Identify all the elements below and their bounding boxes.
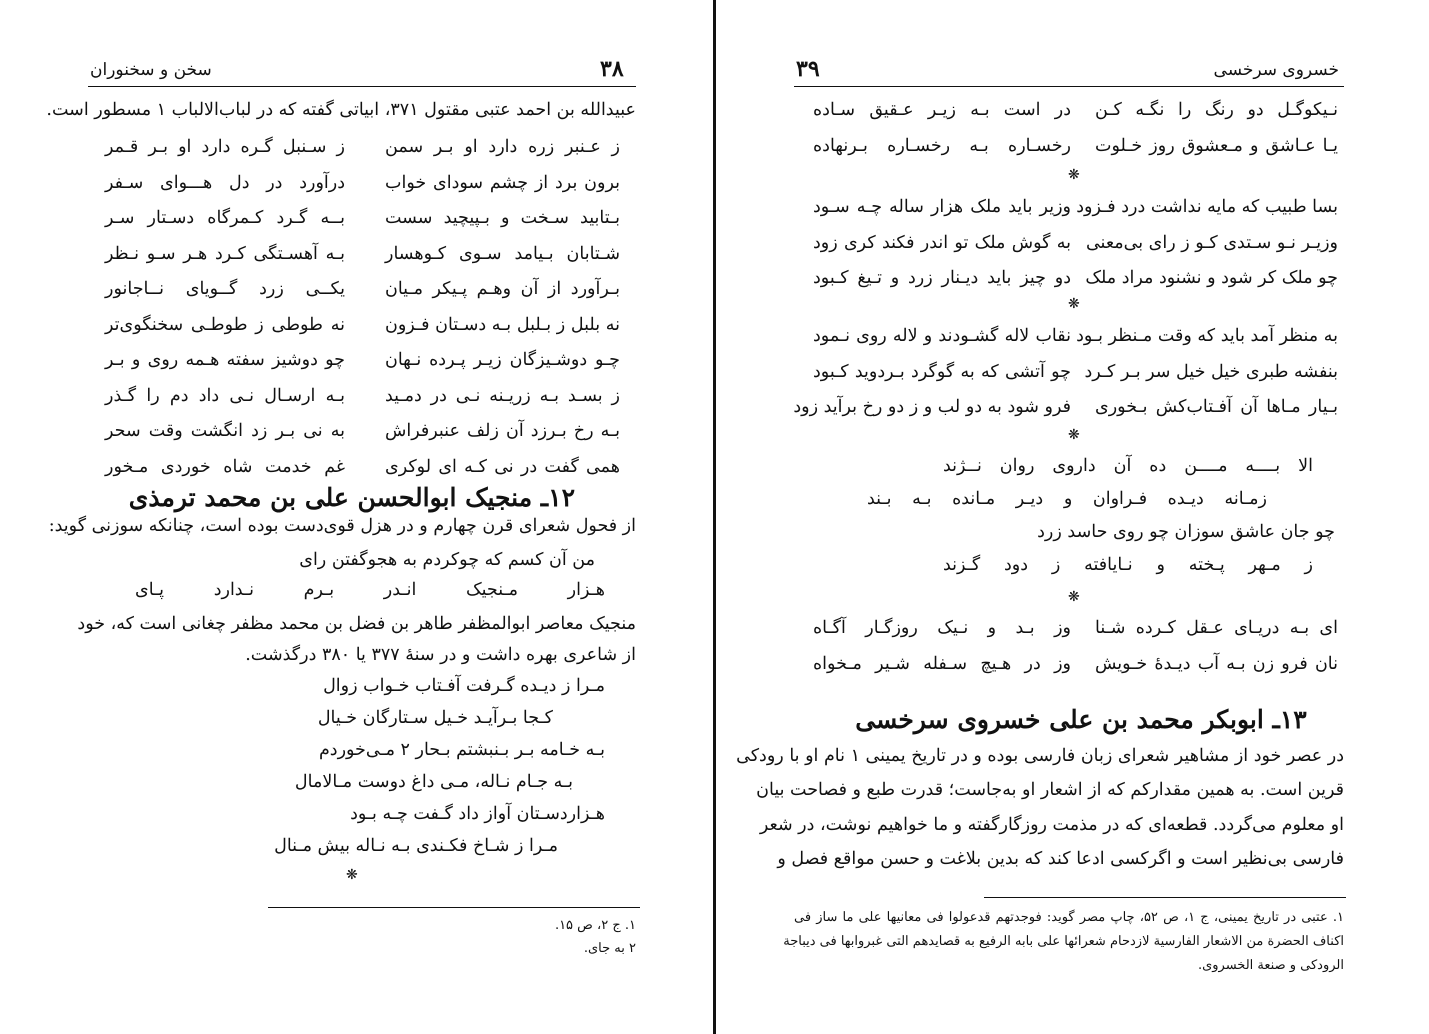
section-ornament: ❋ [346,867,358,883]
paragraph-line: او معلوم می‌گردد. قطعه‌ای که در مذمت روزگارگفته و ما خواهیم نوشت، در شعر [759,815,1344,835]
verse-block [808,197,1338,304]
verse-row [100,279,620,315]
verse-row [100,244,620,280]
hemistich-second: بــه گـرد کـمرگاه دسـتار سـر [105,208,345,228]
hemistich-first: نان فرو زن بـه آب دیـدهٔ خـویش [1095,653,1338,674]
running-title: سخن و سخنوران [90,60,212,80]
hemistich-second: وزیر باید ملک هزار ساله چـه سـود [813,197,1071,217]
hemistich-second: در است بـه زیـر عـقیق سـاده [813,100,1071,120]
hemistich-second: نه طوطی ز طوطـی سخنگوی‌تر [105,314,345,335]
hemistich-second: ز سـنبل گـره دارد او بـر قـمر [105,137,345,157]
hemistich-first: بـرآورد از آن وهـم پـیکر مـیان [385,279,620,299]
verse-row [100,350,620,386]
paragraph-line: در عصر خود از مشاهیر شعرای زبان فارسی بوده و در تاریخ یمینی ۱ نام او با رودکی [736,746,1344,766]
hemistich-first: نه بلبل ز بـلبل بـه دسـتان فـزون [385,314,620,335]
poem-line: الا بــــه مــــن ده آن داروی روان نــژند [943,456,1313,476]
footnote: ۲ به جای. [583,941,636,956]
hemistich-second: به نی بـر زد انگشت وقت سحر [105,421,345,441]
right-page [716,0,1429,1034]
hemistich-first: برون برد از چشم سودای خواب [385,172,620,193]
hemistich-first: بـیار مـاها آن آفـتاب‌کش بـخوری [1095,397,1338,417]
verse-row [808,362,1338,398]
verse-row [808,100,1338,136]
section-heading: ۱۲ـ منجیک ابوالحسن علی بن محمد ترمذی [128,483,575,512]
section-ornament: ❋ [1068,427,1080,443]
hemistich-first: همی گفت در نی کـه ای لوکری [385,456,620,477]
hemistich-second: فرو شود به دو لب و ز دو رخ برآید زود [793,397,1071,417]
footnote-rule [268,907,640,908]
verse-row [808,654,1338,690]
hemistich-second: بـه آهسـتگی کـرد هـر سـو نـظر [105,243,345,264]
poem-line: هـزاردسـتان آواز داد گـفت چـه بـود [350,804,605,824]
poem-line: بـه خـامه بـر بـنبشتم بـحار ۲ مـی‌خوردم [318,740,605,760]
hemistich-second: وز در هـیچ سـفله شـیر مـخواه [813,653,1071,674]
paragraph-line: منجیک معاصر ابوالمظفر طاهر بن فضل بن محمد مظفر چغانی است که، خود [77,614,636,634]
section-ornament: ❋ [1068,589,1080,605]
verse-row [100,386,620,422]
poem-line: زمـانه دیـده فـراوان و دیـر مـانده بـه بـند [867,489,1267,509]
hemistich-first: بـه رخ بـرزد آن زلف عنبرفراش [385,421,620,441]
section-ornament: ❋ [1068,296,1080,312]
verse-row [100,208,620,244]
paragraph-line: از شاعری بهره داشت و در سنهٔ ۳۷۷ یا ۳۸۰ درگذشت. [245,645,636,665]
hemistich-second: وز بـد و نـیک روزگـار آگـاه [813,618,1071,638]
hemistich-first: بسا طبیب که مایه نداشت درد فـزود [1076,197,1338,217]
verse-row [808,326,1338,362]
hemistich-first: چو ملک کر شود و نشنود مراد ملک [1085,268,1338,288]
intro-paragraph: عبیدالله بن احمد عتبی مقتول ۳۷۱، ابیاتی گفته که در لباب‌الالباب ۱ مسطور است. [46,100,636,120]
verse-row [100,173,620,209]
verse-block [793,326,1338,433]
poem-line: مـرا ز شـاخ فکـندی بـه نـاله بیش مـنال [274,836,558,856]
verse-block [808,100,1338,171]
page-header [716,56,1429,86]
poem-line: بـه جـام نـاله، مـی داغ دوست مـالامال [294,772,573,792]
left-page [0,0,713,1034]
hemistich-first: بـتابید سـخت و بـپیچید سست [385,208,620,228]
verse-row [808,136,1338,172]
quote-line: من آن کسم که چوکردم به هجوگفتن رای [299,550,595,570]
hemistich-second: یکــی زرد گــویای نــاجانور [105,279,345,299]
hemistich-second: بـه ارسـال نـی داد دم را گـذر [105,385,345,406]
paragraph-line: قرین است. به همین مقدارکم که از اشعار او به‌جاست؛ قدرت طبع و فصاحت بیان [756,780,1344,800]
poem-line: چو جان عاشق سوزان چو روی حاسد زرد [1037,522,1335,542]
hemistich-first: ای بـه دریـای عـقل کـرده شـنا [1095,618,1338,638]
verse-row [100,315,620,351]
footnote: الرودکی و صنعة الخسروی. [1197,958,1344,973]
hemistich-second: غم خدمت شاه خوردی مـخور [105,456,345,477]
hemistich-first: یـا عـاشق و مـعشوق روز خـلوت [1095,135,1338,156]
header-rule [794,86,1344,87]
hemistich-first: شـتابان بـیامد سـوی کـوهسار [385,243,620,264]
hemistich-second: نقاب لاله گشـودند و لاله روی نـمود [813,326,1071,346]
section-ornament: ❋ [1068,167,1080,183]
hemistich-first: بنفشه طبری خیل خیل سر بـر کـرد [1084,361,1338,382]
hemistich-second: رخسـاره بـه رخسـاره بـرنهاده [813,135,1071,156]
hemistich-first: وزیـر نـو سـتدی کـو ز رای بی‌معنی [1085,232,1338,253]
hemistich-first: ز بسـد بـه زریـنه نـی در دمـید [385,385,620,406]
footnote: ۱. ج ۲، ص ۱۵. [554,918,636,933]
page-number: ۳۹ [796,56,820,82]
poem-line: کـجا بـرآیـد خـیل سـتارگان خـیال [317,708,553,728]
hemistich-first: نـیکوگـل دو رنگ را نگـه کـن [1095,100,1338,120]
quote-line: هـزار مـنجیک انـدر بـرم نـدارد پـای [135,580,605,600]
verse-block [808,618,1338,689]
running-title: خسروی سرخسی [1213,60,1339,80]
footnote: اکناف الحضرة من الاشعار الفارسیة لازدحام شعرائها علی بابه الرفیع به قصایدهم التی غبروابها فی دیباجة [783,934,1344,949]
page-header [0,56,713,86]
paragraph-line: فارسی بی‌نظیر است و اگرکسی ادعا کند که بدین بلاغت و حسن مواقع فصل و [777,849,1344,869]
header-rule [88,86,636,87]
verse-row [808,197,1338,233]
verse-row [100,421,620,457]
paragraph-line: از فحول شعرای قرن چهارم و در هزل قوی‌دست بوده است، چنانکه سوزنی گوید: [48,516,636,536]
hemistich-second: چو دوشیز سفته هـمه روی و بـر [105,350,345,370]
verse-row [808,618,1338,654]
page-number: ۳۸ [600,56,624,82]
hemistich-first: ز عـنبر زره دارد او بـر سمن [385,137,620,157]
hemistich-second: چو آتشی که به گوگرد بـردوید کـبود [813,361,1071,382]
hemistich-first: به منظر آمد باید که وقت مـنظر بـود [1076,326,1338,346]
hemistich-first: چـو دوشـیزگان زیـر پـرده نـهان [385,350,620,370]
verse-row [808,233,1338,269]
section-heading: ۱۳ـ ابوبکر محمد بن علی خسروی سرخسی [855,705,1307,734]
hemistich-second: دو چیز باید دیـنار زرد و تـیغ کـبود [813,268,1071,288]
hemistich-second: به گوش ملک تو اندر فکند کری زود [813,232,1071,253]
verse-row [100,137,620,173]
footnote: ۱. عتبی در تاریخ یمینی، ج ۱، ص ۵۲، چاپ مصر گوید: فوجدتهم قدعولوا فی معانیها علی ما ساز فی [794,910,1344,925]
verse-block [100,137,620,492]
poem-line: مـرا ز دیـده گـرفت آفـتاب خـواب زوال [323,676,605,696]
poem-line: ز مـهر پـخته و نـایافته ز دود گـزند [943,555,1313,575]
hemistich-second: درآورد در دل هـــوای سـفر [105,172,345,193]
footnote-rule [984,897,1346,898]
